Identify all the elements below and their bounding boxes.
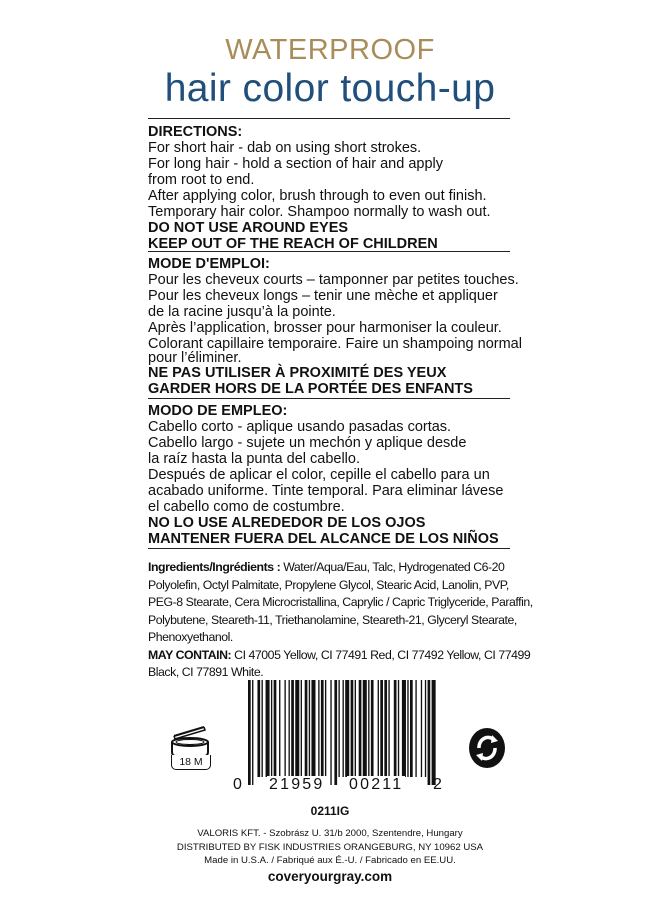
barcode-bar — [359, 680, 362, 777]
barcode-bar — [415, 680, 416, 777]
section-title: DIRECTIONS: — [148, 124, 243, 140]
ingredients-text: Phenoxyethanol. — [148, 630, 233, 644]
direction-line: Después de aplicar el color, cepille el cabello para un — [148, 467, 490, 483]
direction-line: from root to end. — [148, 172, 255, 188]
barcode-bar — [351, 680, 354, 777]
warning-line: KEEP OUT OF THE REACH OF CHILDREN — [148, 236, 438, 252]
brand-waterproof: WATERPROOF — [225, 34, 435, 66]
barcode-bar — [262, 680, 263, 777]
ingredients-text: Polyolefin, Octyl Palmitate, Propylene Glycol, Stearic Acid, Lanolin, PVP, — [148, 577, 509, 592]
barcode-bar — [318, 680, 319, 777]
barcode-bar — [266, 680, 270, 777]
section-title: MODO DE EMPLEO: — [148, 403, 288, 419]
directions-spanish — [148, 403, 510, 547]
barcode-bar — [248, 680, 251, 785]
direction-line: Cabello largo - sujete un mechón y aplique desde — [148, 435, 467, 451]
made-in-line: Made in U.S.A. / Fabriqué aux É.-U. / Fabricado en EE.UU. — [204, 855, 456, 866]
barcode-bar — [295, 680, 299, 777]
recycle-icon — [467, 726, 507, 770]
open-jar-icon — [166, 722, 214, 772]
may-contain-text: Black, CI 77891 White. — [148, 665, 264, 679]
ingredients-text: Water/Aqua/Eau, Talc, Hydrogenated C6-20 — [280, 560, 505, 574]
barcode-digit: 0 — [233, 776, 245, 793]
barcode-bar — [284, 680, 285, 777]
divider — [148, 548, 510, 549]
barcode-digit: 21959 — [269, 776, 325, 793]
barcode-bar — [363, 680, 367, 777]
barcode-bar — [378, 680, 379, 777]
barcode-bar — [388, 680, 389, 777]
ingredients-label: Ingredients/Ingrédients : — [148, 560, 281, 574]
warning-line: NO LO USE ALREDEDOR DE LOS OJOS — [148, 515, 426, 531]
barcode-bar — [421, 680, 422, 777]
barcode-bar — [410, 680, 413, 777]
barcode-bar — [398, 680, 399, 777]
barcode-bar — [371, 680, 374, 777]
section-title: MODE D'EMPLOI: — [148, 256, 270, 272]
divider — [148, 118, 510, 119]
barcode-bar — [334, 680, 337, 785]
barcode — [230, 680, 445, 798]
barcode-bar — [380, 680, 383, 777]
barcode-bar — [309, 680, 310, 777]
barcode-bar — [311, 680, 315, 777]
direction-line: la raíz hasta la punta del cabello. — [148, 451, 360, 467]
barcode-bar — [325, 680, 326, 777]
barcode-bar — [345, 680, 349, 777]
may-contain-label: MAY CONTAIN: — [148, 647, 232, 662]
direction-line: pour l’éliminer. — [148, 350, 242, 366]
divider — [148, 398, 510, 399]
barcode-bar — [343, 680, 344, 777]
barcode-digit: 00211 — [349, 776, 404, 793]
divider — [148, 251, 510, 252]
barcode-bar — [402, 680, 406, 777]
direction-line: For long hair - hold a section of hair and apply — [148, 156, 444, 172]
barcode-bar — [407, 680, 408, 777]
warning-line: MANTENER FUERA DEL ALCANCE DE LOS NIÑOS — [148, 531, 499, 547]
direction-line: de la racine jusqu’à la pointe. — [148, 304, 336, 320]
direction-line: Pour les cheveux longs – tenir une mèche et appliquer — [148, 288, 498, 304]
barcode-bar — [301, 680, 302, 777]
direction-line: Temporary hair color. Shampoo normally to wash out. — [148, 204, 491, 220]
barcode-bar — [432, 680, 436, 785]
barcode-bar — [252, 680, 253, 785]
barcode-bar — [321, 680, 324, 777]
barcode-bar — [428, 680, 431, 785]
barcode-bars — [230, 680, 445, 785]
barcode-bar — [355, 680, 356, 777]
website-url: coveryourgray.com — [267, 869, 393, 884]
barcode-bar — [305, 680, 308, 777]
barcode-bar — [291, 680, 294, 777]
barcode-bar — [330, 680, 331, 785]
barcode-bar — [425, 680, 426, 777]
warning-line: DO NOT USE AROUND EYES — [148, 220, 349, 236]
ingredients-block — [148, 559, 533, 682]
barcode-bar — [279, 680, 280, 777]
brand-product-name: hair color touch-up — [164, 67, 496, 110]
direction-line: Après l’application, brosser pour harmoniser la couleur. — [148, 320, 502, 336]
barcode-bar — [394, 680, 397, 777]
direction-line: For short hair - dab on using short strokes. — [148, 140, 422, 156]
direction-line: After applying color, brush through to even out finish. — [148, 188, 487, 204]
directions-english — [148, 124, 510, 252]
product-code: 0211IG — [310, 804, 350, 818]
directions-french — [148, 256, 522, 397]
barcode-bar — [384, 680, 387, 777]
direction-line: el cabello como de costumbre. — [148, 499, 345, 515]
ingredients-text: Polybutene, Steareth-11, Triethanolamine, Steareth-21, Glyceryl Stearate, — [148, 612, 517, 627]
barcode-bar — [257, 680, 260, 777]
pao-label: 18 M — [171, 755, 211, 770]
ingredients-text: PEG-8 Stearate, Cera Microcristallina, Caprylic / Capric Triglyceride, Paraffin, — [148, 595, 533, 609]
may-contain-text: CI 47005 Yellow, CI 77491 Red, CI 77492 Yellow, CI 77499 — [231, 647, 531, 662]
warning-line: GARDER HORS DE LA PORTÉE DES ENFANTS — [148, 381, 473, 397]
barcode-bar — [338, 680, 339, 777]
barcode-bar — [289, 680, 290, 777]
direction-line: Colorant capillaire temporaire. Faire un shampoing normal — [148, 336, 522, 352]
direction-line: Cabello corto - aplique usando pasadas cortas. — [148, 419, 452, 435]
warning-line: NE PAS UTILISER À PROXIMITÉ DES YEUX — [148, 365, 447, 381]
manufacturer-address: VALORIS KFT. - Szobrász U. 31/b 2000, Szentendre, Hungary — [197, 828, 463, 839]
direction-line: acabado uniforme. Tinte temporal. Para eliminar lávese — [148, 483, 504, 499]
direction-line: Pour les cheveux courts – tamponner par petites touches. — [148, 272, 519, 288]
barcode-bar — [368, 680, 369, 777]
barcode-digit: 2 — [433, 776, 445, 793]
barcode-bar — [271, 680, 272, 777]
barcode-bar — [274, 680, 277, 777]
distributor-line: DISTRIBUTED BY FISK INDUSTRIES ORANGEBURG, NY 10962 USA — [176, 842, 484, 853]
